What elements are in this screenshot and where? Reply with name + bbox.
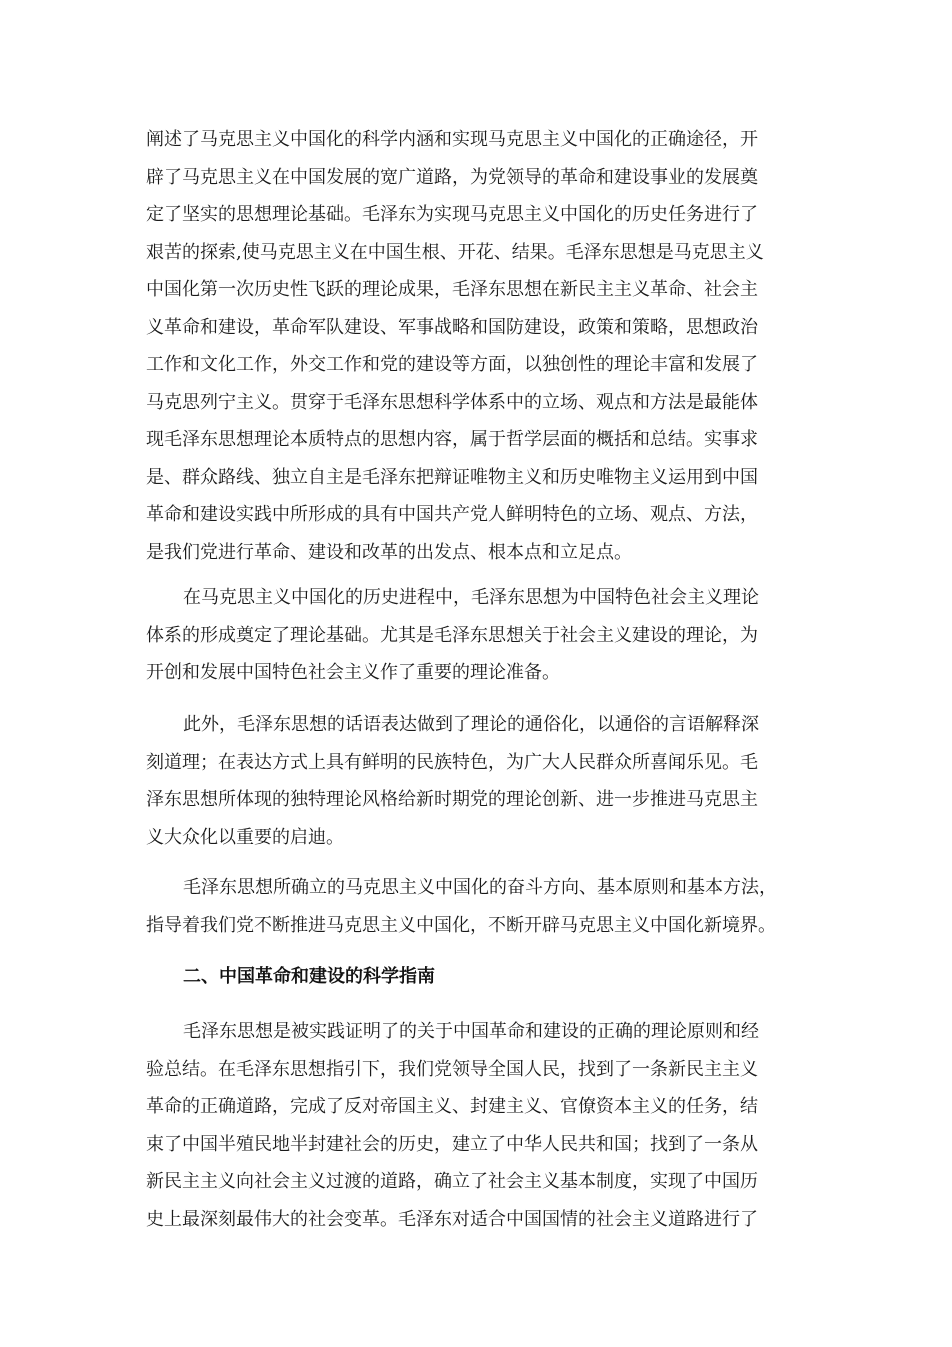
text-line: 验总结。在毛泽东思想指引下，我们党领导全国人民，找到了一条新民主主义: [146, 1058, 758, 1080]
text-line: 史上最深刻最伟大的社会变革。毛泽东对适合中国国情的社会主义道路进行了: [146, 1208, 758, 1230]
text-line: 是、群众路线、独立自主是毛泽东把辩证唯物主义和历史唯物主义运用到中国: [146, 466, 758, 488]
section-heading: 二、中国革命和建设的科学指南: [183, 966, 435, 987]
text-line: 在马克思主义中国化的历史进程中，毛泽东思想为中国特色社会主义理论: [183, 587, 759, 608]
text-line: 此外，毛泽东思想的话语表达做到了理论的通俗化，以通俗的言语解释深: [183, 714, 759, 735]
text-line: 体系的形成奠定了理论基础。尤其是毛泽东思想关于社会主义建设的理论，为: [146, 624, 758, 646]
text-line: 革命的正确道路，完成了反对帝国主义、封建主义、官僚资本主义的任务，结: [146, 1096, 758, 1117]
text-line: 革命和建设实践中所形成的具有中国共产党人鲜明特色的立场、观点、方法，: [146, 504, 758, 525]
text-line: 开创和发展中国特色社会主义作了重要的理论准备。: [146, 662, 560, 683]
text-line: 毛泽东思想所确立的马克思主义中国化的奋斗方向、基本原则和基本方法，: [183, 877, 777, 898]
paragraph-direction: [146, 869, 777, 944]
text-line: 阐述了马克思主义中国化的科学内涵和实现马克思主义中国化的正确途径，开: [146, 129, 758, 150]
text-line: 是我们党进行革命、建设和改革的出发点、根本点和立足点。: [146, 541, 632, 563]
text-line: 束了中国半殖民地半封建社会的历史，建立了中华人民共和国；找到了一条从: [146, 1133, 758, 1155]
text-line: 工作和文化工作，外交工作和党的建设等方面，以独创性的理论丰富和发展了: [146, 354, 758, 375]
text-line: 泽东思想所体现的独特理论风格给新时期党的理论创新、进一步推进马克思主: [146, 789, 758, 810]
text-line: 义大众化以重要的启迪。: [146, 826, 344, 848]
text-line: 定了坚实的思想理论基础。毛泽东为实现马克思主义中国化的历史任务进行了: [146, 204, 758, 225]
text-line: 艰苦的探索,使马克思主义在中国生根、开花、结果。毛泽东思想是马克思主义: [146, 241, 764, 263]
text-line: 中国化第一次历史性飞跃的理论成果，毛泽东思想在新民主主义革命、社会主: [146, 279, 758, 300]
text-line: 指导着我们党不断推进马克思主义中国化，不断开辟马克思主义中国化新境界。: [146, 914, 776, 936]
paragraph-continuation: [146, 121, 764, 571]
paragraph-discourse-style: [146, 706, 759, 856]
text-line: 新民主主义向社会主义过渡的道路，确立了社会主义基本制度，实现了中国历: [146, 1171, 758, 1192]
text-line: 马克思列宁主义。贯穿于毛泽东思想科学体系中的立场、观点和方法是最能体: [146, 391, 758, 413]
text-line: 现毛泽东思想理论本质特点的思想内容，属于哲学层面的概括和总结。实事求: [146, 429, 758, 450]
text-line: 义革命和建设，革命军队建设、军事战略和国防建设，政策和策略，思想政治: [146, 316, 758, 338]
paragraph-theory-foundation: [146, 579, 759, 692]
text-line: 毛泽东思想是被实践证明了的关于中国革命和建设的正确的理论原则和经: [183, 1021, 759, 1042]
text-line: 辟了马克思主义在中国发展的宽广道路，为党领导的革命和建设事业的发展奠: [146, 166, 758, 188]
paragraph-scientific-guide: [146, 1013, 759, 1238]
text-line: 刻道理；在表达方式上具有鲜明的民族特色，为广大人民群众所喜闻乐见。毛: [146, 751, 758, 773]
